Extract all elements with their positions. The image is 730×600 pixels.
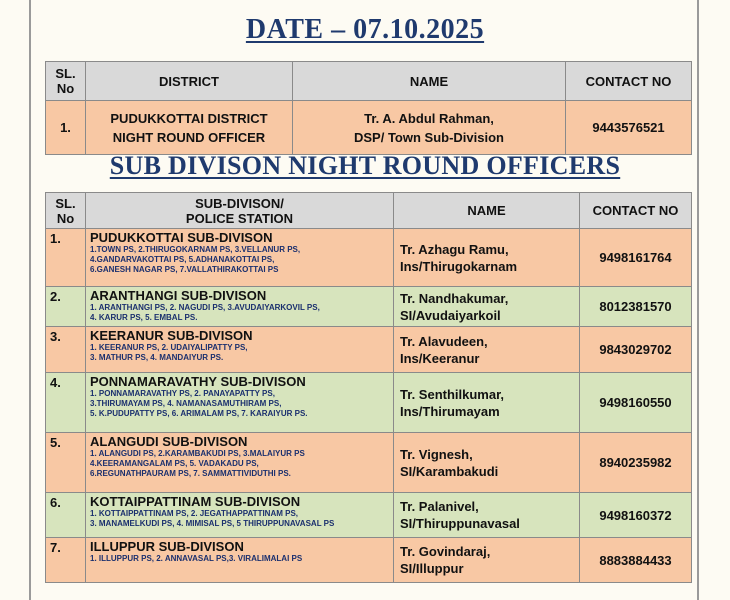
officer-name-line: SI/Avudaiyarkoil (400, 307, 501, 323)
name-line2: DSP/ Town Sub-Division (354, 129, 504, 145)
header-subdivision (86, 193, 394, 229)
row-sl: 3. (46, 327, 86, 373)
subdivision-name: ILLUPPUR SUB-DIVISON (90, 539, 244, 554)
row-name (394, 327, 580, 373)
table-header-row (46, 193, 692, 229)
police-stations-line: 1. KOTTAIPPATTINAM PS, 2. JEGATHAPPATTINAM PS, (90, 509, 299, 518)
subdivision-name: KEERANUR SUB-DIVISON (90, 328, 253, 343)
police-stations-line: 6.GANESH NAGAR PS, 7.VALLATHIRAKOTTAI PS (90, 265, 279, 274)
row-contact: 9843029702 (580, 327, 692, 373)
row-district (86, 101, 293, 155)
police-stations-line: 3.THIRUMAYAM PS, 4. NAMANASAMUTHIRAM PS, (90, 399, 282, 408)
row-name (394, 538, 580, 583)
officer-name-line: SI/Karambakudi (400, 463, 499, 479)
row-contact: 9498160372 (580, 493, 692, 538)
table-row (46, 433, 692, 493)
subdivision-name: ALANGUDI SUB-DIVISON (90, 434, 248, 449)
police-stations-line: 1. KEERANUR PS, 2. UDAIYALIPATTY PS, (90, 343, 248, 352)
header-sl (46, 62, 86, 101)
police-stations-line: 3. MATHUR PS, 4. MANDAIYUR PS. (90, 353, 224, 362)
row-name (394, 229, 580, 287)
row-name (394, 373, 580, 433)
row-name (394, 493, 580, 538)
table-row (46, 493, 692, 538)
officer-name-line: Ins/Keeranur (400, 350, 480, 366)
row-sl: 5. (46, 433, 86, 493)
district-line1: PUDUKKOTTAI DISTRICT (110, 110, 268, 126)
subdivision-name: PUDUKKOTTAI SUB-DIVISON (90, 230, 273, 245)
table-header-row (46, 62, 692, 101)
row-subdivision (86, 538, 394, 583)
officer-name-line: Tr. Govindaraj, (400, 544, 491, 559)
police-stations-line: 4. KARUR PS, 5. EMBAL PS. (90, 313, 198, 322)
officer-name-line: Ins/Thirumayam (400, 403, 500, 419)
header-name: NAME (394, 193, 580, 229)
date-title: DATE – 07.10.2025 (245, 14, 485, 45)
header-contact: CONTACT NO (566, 62, 692, 101)
table-row (46, 229, 692, 287)
row-contact: 8883884433 (580, 538, 692, 583)
district-officer-table (45, 61, 692, 155)
header-contact: CONTACT NO (580, 193, 692, 229)
row-name (394, 287, 580, 327)
row-contact: 9443576521 (566, 101, 692, 155)
officer-name-line: Tr. Azhagu Ramu, (400, 241, 509, 257)
police-stations-line: 5. K.PUDUPATTY PS, 6. ARIMALAM PS, 7. KARAIYUR PS. (90, 409, 308, 418)
police-stations-line: 6.REGUNATHPAURAM PS, 7. SAMMATTIVIDUTHI PS. (90, 469, 291, 478)
subdivision-officer-table (45, 192, 692, 583)
officer-name-line: SI/Thiruppunavasal (400, 516, 520, 531)
police-stations-line: 1. ARANTHANGI PS, 2. NAGUDI PS, 3.AVUDAIYARKOVIL PS, (90, 303, 320, 312)
officer-name-line: Tr. Vignesh, (400, 446, 473, 462)
table-row (46, 327, 692, 373)
police-stations-line: 4.KEERAMANGALAM PS, 5. VADAKADU PS, (90, 459, 259, 468)
police-stations-line: 3. MANAMELKUDI PS, 4. MIMISAL PS, 5 THIRUPPUNAVASAL PS (90, 519, 335, 528)
row-contact: 9498161764 (580, 229, 692, 287)
officer-name-line: SI/Illuppur (400, 561, 464, 576)
police-stations-line: 1. PONNAMARAVATHY PS, 2. PANAYAPATTY PS, (90, 389, 275, 398)
header-sl-line1: SL. (55, 195, 76, 211)
row-sl: 1. (46, 229, 86, 287)
row-subdivision (86, 287, 394, 327)
subdivision-name: ARANTHANGI SUB-DIVISON (90, 288, 267, 303)
row-contact: 9498160550 (580, 373, 692, 433)
table-row (46, 538, 692, 583)
row-sl: 2. (46, 287, 86, 327)
header-sl-line2: No (56, 81, 75, 96)
police-stations-line: 1. ALANGUDI PS, 2.KARAMBAKUDI PS, 3.MALAIYUR PS (90, 449, 305, 458)
subdivision-name: PONNAMARAVATHY SUB-DIVISON (90, 374, 306, 389)
row-subdivision (86, 229, 394, 287)
row-contact: 8940235982 (580, 433, 692, 493)
row-sl: 7. (46, 538, 86, 583)
table-row (46, 287, 692, 327)
police-stations-line: 1.TOWN PS, 2.THIRUGOKARNAM PS, 3.VELLANUR PS, (90, 245, 301, 254)
header-subdivision-line1: SUB-DIVISON/ (195, 195, 284, 211)
header-sl-line2: No (56, 210, 75, 226)
row-subdivision (86, 493, 394, 538)
subdivision-title: SUB DIVISON NIGHT ROUND OFFICERS (109, 151, 621, 180)
row-subdivision (86, 373, 394, 433)
officer-name-line: Ins/Thirugokarnam (400, 258, 518, 274)
officer-name-line: Tr. Senthilkumar, (400, 386, 505, 402)
row-subdivision (86, 433, 394, 493)
header-district: DISTRICT (86, 62, 293, 101)
row-name (394, 433, 580, 493)
officer-name-line: Tr. Alavudeen, (400, 333, 488, 349)
subdivision-name: KOTTAIPPATTINAM SUB-DIVISON (90, 494, 301, 509)
row-sl: 1. (46, 101, 86, 155)
subdivision-rows (46, 229, 692, 583)
header-name: NAME (293, 62, 566, 101)
header-sl (46, 193, 86, 229)
officer-name-line: Tr. Palanivel, (400, 499, 479, 514)
header-sl-line1: SL. (55, 66, 76, 81)
district-line2: NIGHT ROUND OFFICER (112, 129, 266, 145)
row-sl: 4. (46, 373, 86, 433)
header-subdivision-line2: POLICE STATION (185, 210, 294, 226)
police-stations-line: 1. ILLUPPUR PS, 2. ANNAVASAL PS,3. VIRALIMALAI PS (90, 554, 303, 563)
police-stations-line: 4.GANDARVAKOTTAI PS, 5.ADHANAKOTTAI PS, (90, 255, 275, 264)
row-name (293, 101, 566, 155)
officer-name-line: Tr. Nandhakumar, (400, 290, 509, 306)
row-subdivision (86, 327, 394, 373)
table-row (46, 101, 692, 155)
row-contact: 8012381570 (580, 287, 692, 327)
table-row (46, 373, 692, 433)
name-line1: Tr. A. Abdul Rahman, (364, 110, 494, 126)
row-sl: 6. (46, 493, 86, 538)
